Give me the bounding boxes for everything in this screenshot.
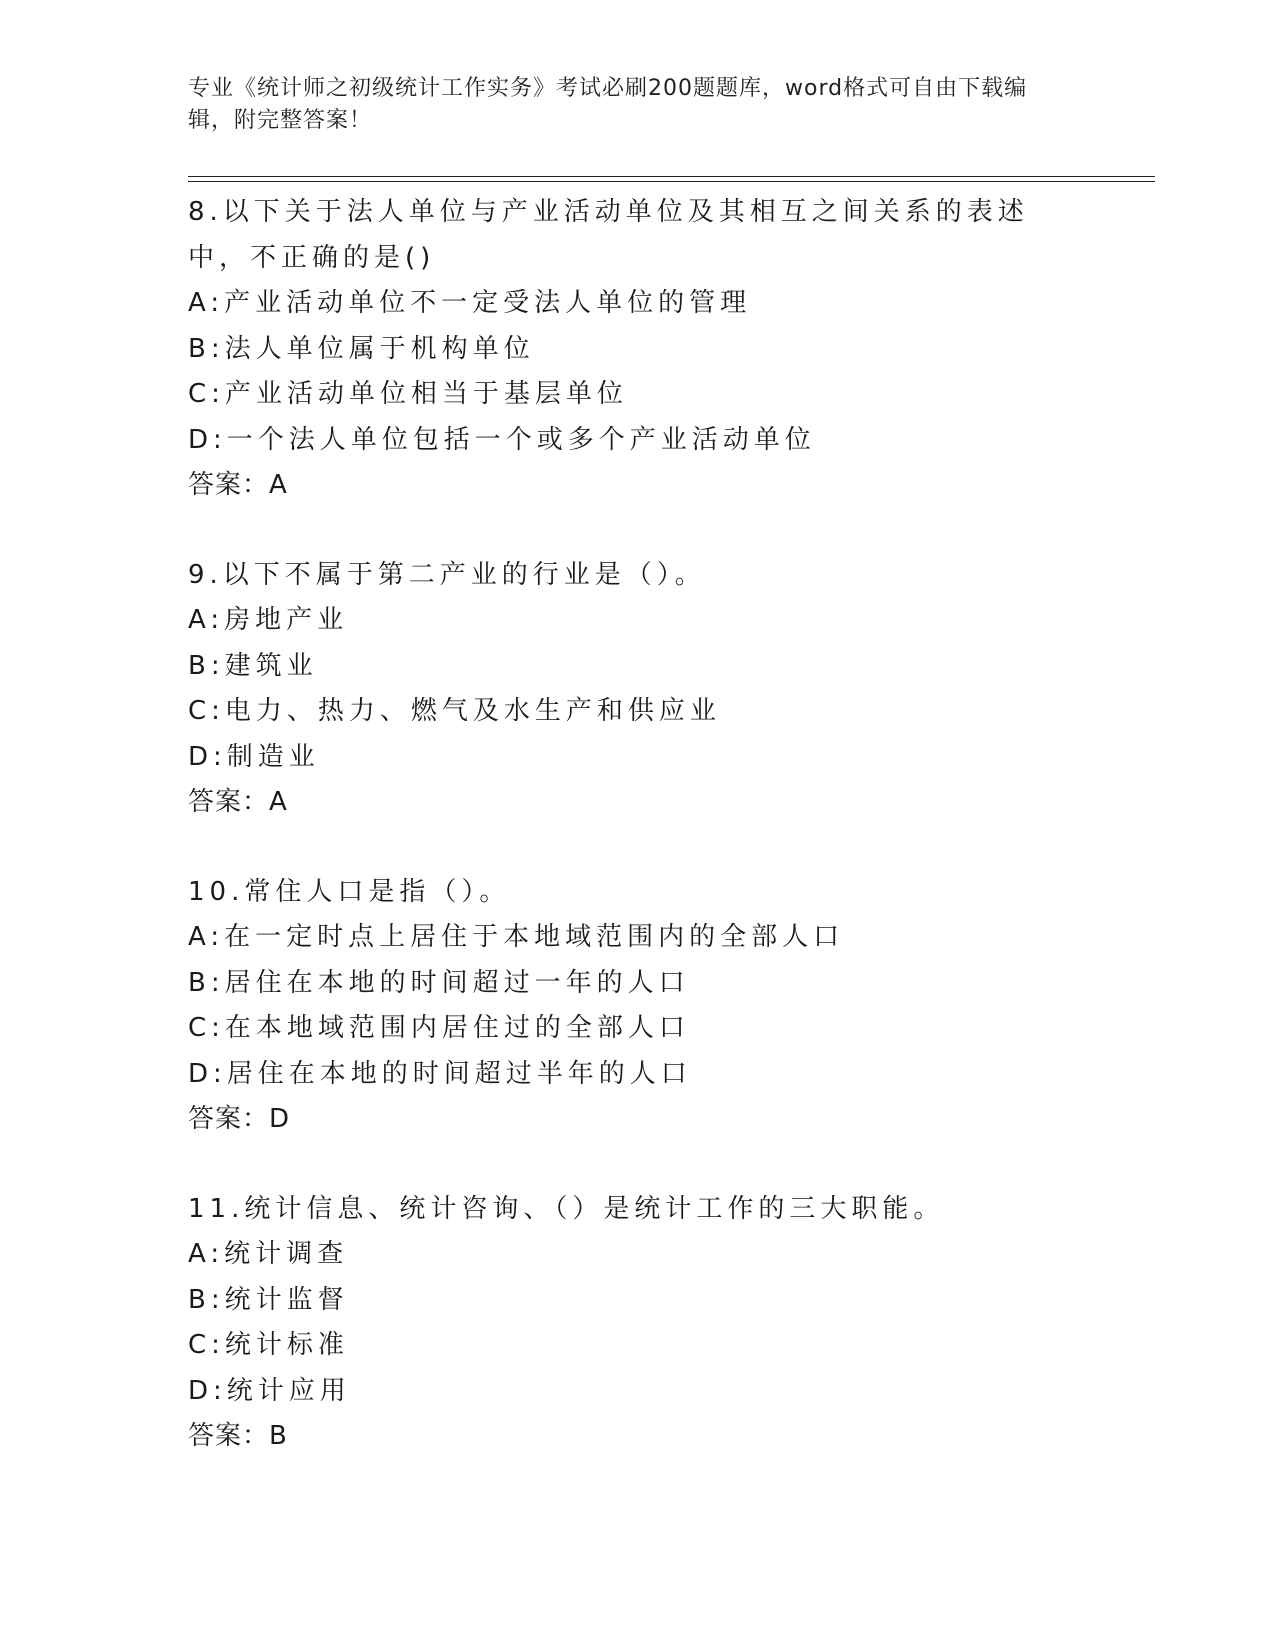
header-divider-top	[188, 176, 1155, 177]
answer: 答案：A	[188, 787, 288, 817]
question-11	[188, 1187, 1088, 1460]
option-b: B:居住在本地的时间超过一年的人口	[188, 967, 690, 998]
document-header: 专业《统计师之初级统计工作实务》考试必刷200题题库，word格式可自由下载编辑，附完整答案！	[188, 76, 1028, 133]
answer: 答案：B	[188, 1421, 288, 1451]
question-9	[188, 553, 1088, 826]
question-stem: 9.以下不属于第二产业的行业是（）。	[188, 559, 706, 590]
option-b: B:统计监督	[188, 1284, 349, 1315]
option-c: C:产业活动单位相当于基层单位	[188, 379, 628, 409]
option-c: C:在本地域范围内居住过的全部人口	[188, 1013, 690, 1043]
question-10	[188, 870, 1088, 1143]
answer: 答案：A	[188, 470, 288, 500]
question-list	[188, 190, 1088, 1460]
option-a: A:在一定时点上居住于本地域范围内的全部人口	[188, 922, 845, 952]
option-a: A:房地产业	[188, 605, 349, 635]
option-d: D:统计应用	[188, 1375, 351, 1406]
option-b: B:法人单位属于机构单位	[188, 333, 535, 364]
option-c: C:电力、热力、燃气及水生产和供应业	[188, 696, 721, 726]
option-a: A:产业活动单位不一定受法人单位的管理	[188, 288, 752, 318]
question-stem: 11.统计信息、统计咨询、（）是统计工作的三大职能。	[188, 1193, 945, 1224]
question-stem: 8.以下关于法人单位与产业活动单位及其相互之间关系的表述中，不正确的是()	[188, 197, 1029, 273]
option-b: B:建筑业	[188, 650, 318, 681]
option-d: D:一个法人单位包括一个或多个产业活动单位	[188, 424, 816, 455]
option-d: D:居住在本地的时间超过半年的人口	[188, 1058, 692, 1089]
option-a: A:统计调查	[188, 1239, 349, 1269]
option-c: C:统计标准	[188, 1330, 349, 1360]
question-8	[188, 190, 1088, 509]
answer: 答案：D	[188, 1104, 291, 1134]
header-divider-bottom	[188, 181, 1155, 182]
option-d: D:制造业	[188, 741, 320, 772]
question-stem: 10.常住人口是指（）。	[188, 876, 511, 907]
